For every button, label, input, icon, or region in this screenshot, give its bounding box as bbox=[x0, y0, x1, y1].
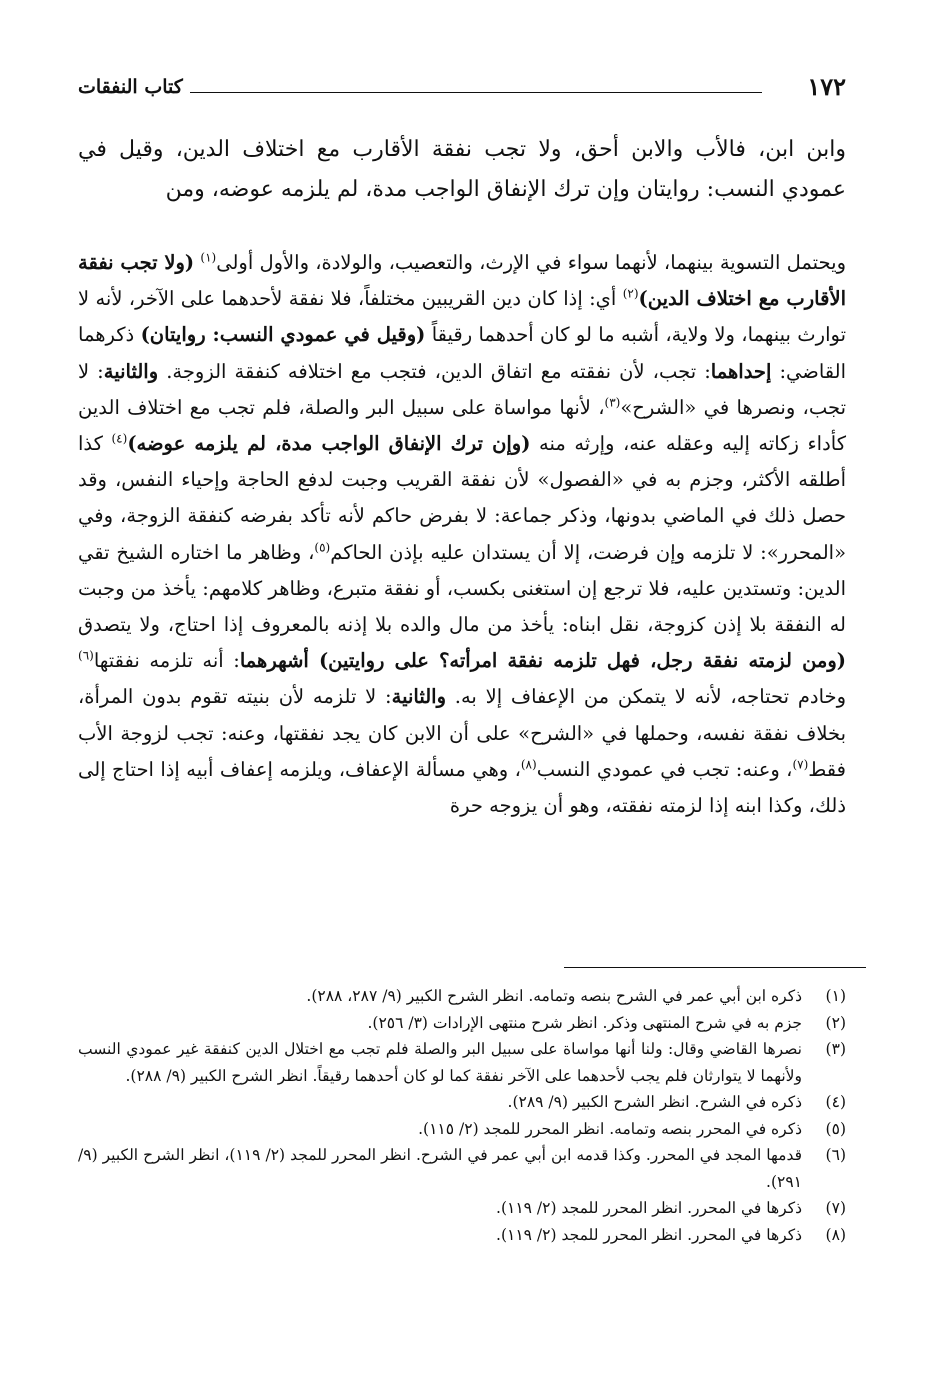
footnote-number: (٣) bbox=[825, 1040, 846, 1058]
footnote-number: (٥) bbox=[825, 1119, 846, 1138]
commentary-text: ، وهي مسألة الإعفاف، ويلزمه إعفاف أبيه إذا احتاج إلى ذلك، وكذا ابنه إذا لزمته نفقته، وهو أن يزوجه حرة bbox=[78, 757, 846, 818]
footnote-text: قدمها المجد في المحرر. وكذا قدمه ابن أبي عمر في الشرح. انظر المحرر للمجد (٢/ ١١٩)، انظر الشرح الكبير (٩/ ٢٩١). bbox=[78, 1146, 802, 1191]
page-header bbox=[78, 72, 846, 102]
commentary-text: ، وعنه: تجب في عمودي النسب bbox=[536, 757, 793, 781]
matn-quote: (وقيل في عمودي النسب: روايتان) bbox=[140, 323, 426, 347]
footnote-ref: (١) bbox=[200, 250, 217, 265]
footnote-text: ذكره ابن أبي عمر في الشرح بنصه وتمامه. انظر الشرح الكبير (٩/ ٢٨٧، ٢٨٨). bbox=[306, 987, 802, 1005]
footnote-number: (٦) bbox=[825, 1146, 846, 1164]
matn-quote: (وإن ترك الإنفاق الواجب مدة، لم يلزمه عوضه) bbox=[127, 432, 531, 456]
footnote-text: ذكرها في المحرر. انظر المحرر للمجد (٢/ ١١٩). bbox=[496, 1225, 802, 1244]
page-number: ١٧٢ bbox=[807, 72, 846, 101]
footnote-ref: (٤) bbox=[111, 431, 128, 446]
commentary-text: أي: إذا كان دين القريبين مختلفاً، فلا نفقة لأحدهما على الآخر، لأنه لا توارث بينهما، ولا ولاية، أشبه ما لو كان أحدهما رقيقاً bbox=[78, 287, 846, 347]
commentary-text: كذا أطلقه الأكثر، وجزم به في «الفصول» لأن نفقة القريب وجبت لدفع الحاجة وإحياء النفس، وقد حصل ذلك في الماضي بدونها، وذكر جماعة: لا بفرض حاكم لأنه تأكد بفرضه كنفقة الزوجة، وفي «المحرر»: لا تلزمه وإن فرضت، إلا أن يستدان عليه بإذن الحاكم bbox=[78, 432, 847, 564]
footnote-text: نصرها القاضي وقال: ولنا أنها مواساة على سبيل البر والصلة فلم تجب مع اختلال الدين كنفقة غير عمودي النسب ولأنهما لا يتوارثان فلم يجب لأحدهما على الآخر نفقة كما لو كان أحدهما رقيقاً. انظر الشرح الكبير (٩/ ٢٨٨). bbox=[78, 1040, 802, 1085]
footnote bbox=[78, 1142, 846, 1195]
footnote bbox=[78, 1222, 846, 1249]
footnote bbox=[78, 1036, 846, 1089]
footnote-ref: (٧) bbox=[792, 757, 809, 772]
footnote bbox=[78, 1010, 846, 1037]
footnote-text: ذكرها في المحرر. انظر المحرر للمجد (٢/ ١١٩). bbox=[496, 1199, 802, 1217]
commentary-text: : لا تجب، ونصرها في «الشرح» bbox=[78, 359, 846, 419]
commentary-paragraph bbox=[78, 245, 846, 824]
footnote-ref: (٢) bbox=[622, 286, 639, 301]
footnote bbox=[78, 1195, 846, 1222]
matn-quote: (ومن لزمته نفقة رجل، فهل تلزمه نفقة امرأته؟ على روايتين) أشهرهما bbox=[239, 649, 847, 673]
header-rule bbox=[190, 92, 762, 93]
footnote bbox=[78, 1089, 846, 1116]
footnote bbox=[78, 983, 846, 1010]
footnote-ref: (٥) bbox=[314, 540, 331, 555]
matn-quote: (ولا تجب نفقة الأقارب مع اختلاف الدين) bbox=[78, 251, 846, 311]
footnote-text: جزم به في شرح المنتهى وذكر. انظر شرح منتهى الإرادات (٣/ ٢٥٦). bbox=[367, 1013, 802, 1032]
footnote-number: (١) bbox=[825, 987, 846, 1005]
footnote-ref: (٨) bbox=[520, 757, 537, 772]
footnote-text: ذكره في المحرر بنصه وتمامه. انظر المحرر للمجد (٢/ ١١٥). bbox=[418, 1119, 802, 1138]
footnote-number: (٨) bbox=[825, 1225, 846, 1244]
footnote-number: (٢) bbox=[825, 1013, 846, 1032]
footnote bbox=[78, 1116, 846, 1143]
commentary-text: : لا تلزمه لأن بنيته تقوم بدون المرأة، بخلاف نفقة نفسه، وحملها في «الشرح» على أن الابن كان يجد نفقتها، وعنه: تجب لزوجة الأب فقط bbox=[78, 685, 846, 781]
emphasis: إحداهما bbox=[710, 359, 772, 383]
footnotes bbox=[78, 983, 846, 1248]
book-title: كتاب النفقات bbox=[78, 76, 183, 98]
commentary-text: وخادم تحتاجه، لأنه لا يتمكن من الإعفاف إلا به. bbox=[446, 685, 846, 709]
commentary-text: ويحتمل التسوية بينهما، لأنهما سواء في الإرث، والتعصيب، والولادة، والأول أولى bbox=[216, 251, 846, 274]
footnote-separator bbox=[564, 967, 866, 968]
commentary-text: ذكرهما القاضي: bbox=[78, 323, 847, 383]
emphasis: والثانية bbox=[103, 359, 159, 383]
commentary-text: ، وظاهر ما اختاره الشيخ تقي الدين: وتستدين عليه، فلا ترجع إن استغنى بكسب، أو نفقة متبرع، وظاهر كلامهم: يأخذ من وجبت له النفقة بلا إذن كزوجة، نقل ابناه: يأخذ من مال والده بلا إذنه بالمعروف إذا احتاج، ولا يتصدق bbox=[78, 540, 846, 637]
footnote-number: (٧) bbox=[825, 1199, 846, 1217]
main-text: وابن ابن، فالأب والابن أحق، ولا تجب نفقة الأقارب مع اختلاف الدين، وقيل في عمودي النسب: روايتان وإن ترك الإنفاق الواجب مدة، لم يلزمه عوضه، ومن bbox=[78, 137, 846, 202]
footnote-text: ذكره في الشرح. انظر الشرح الكبير (٩/ ٢٨٩). bbox=[507, 1093, 802, 1111]
footnote-number: (٤) bbox=[825, 1093, 846, 1111]
footnote-ref: (٣) bbox=[604, 395, 621, 410]
commentary bbox=[78, 245, 846, 824]
emphasis: والثانية bbox=[391, 685, 446, 709]
commentary-text: : أنه تلزمه نفقتها bbox=[93, 649, 240, 673]
footnote-ref: (٦) bbox=[78, 648, 94, 663]
commentary-text: ، لأنها مواساة على سبيل البر والصلة، فلم تجب مع اختلاف الدين كأداء زكاته إليه وعقله عنه، وإرثه منه bbox=[78, 395, 846, 456]
commentary-text: : تجب، لأن نفقته مع اتفاق الدين، فتجب مع اختلافه كنفقة الزوجة. bbox=[158, 359, 711, 383]
